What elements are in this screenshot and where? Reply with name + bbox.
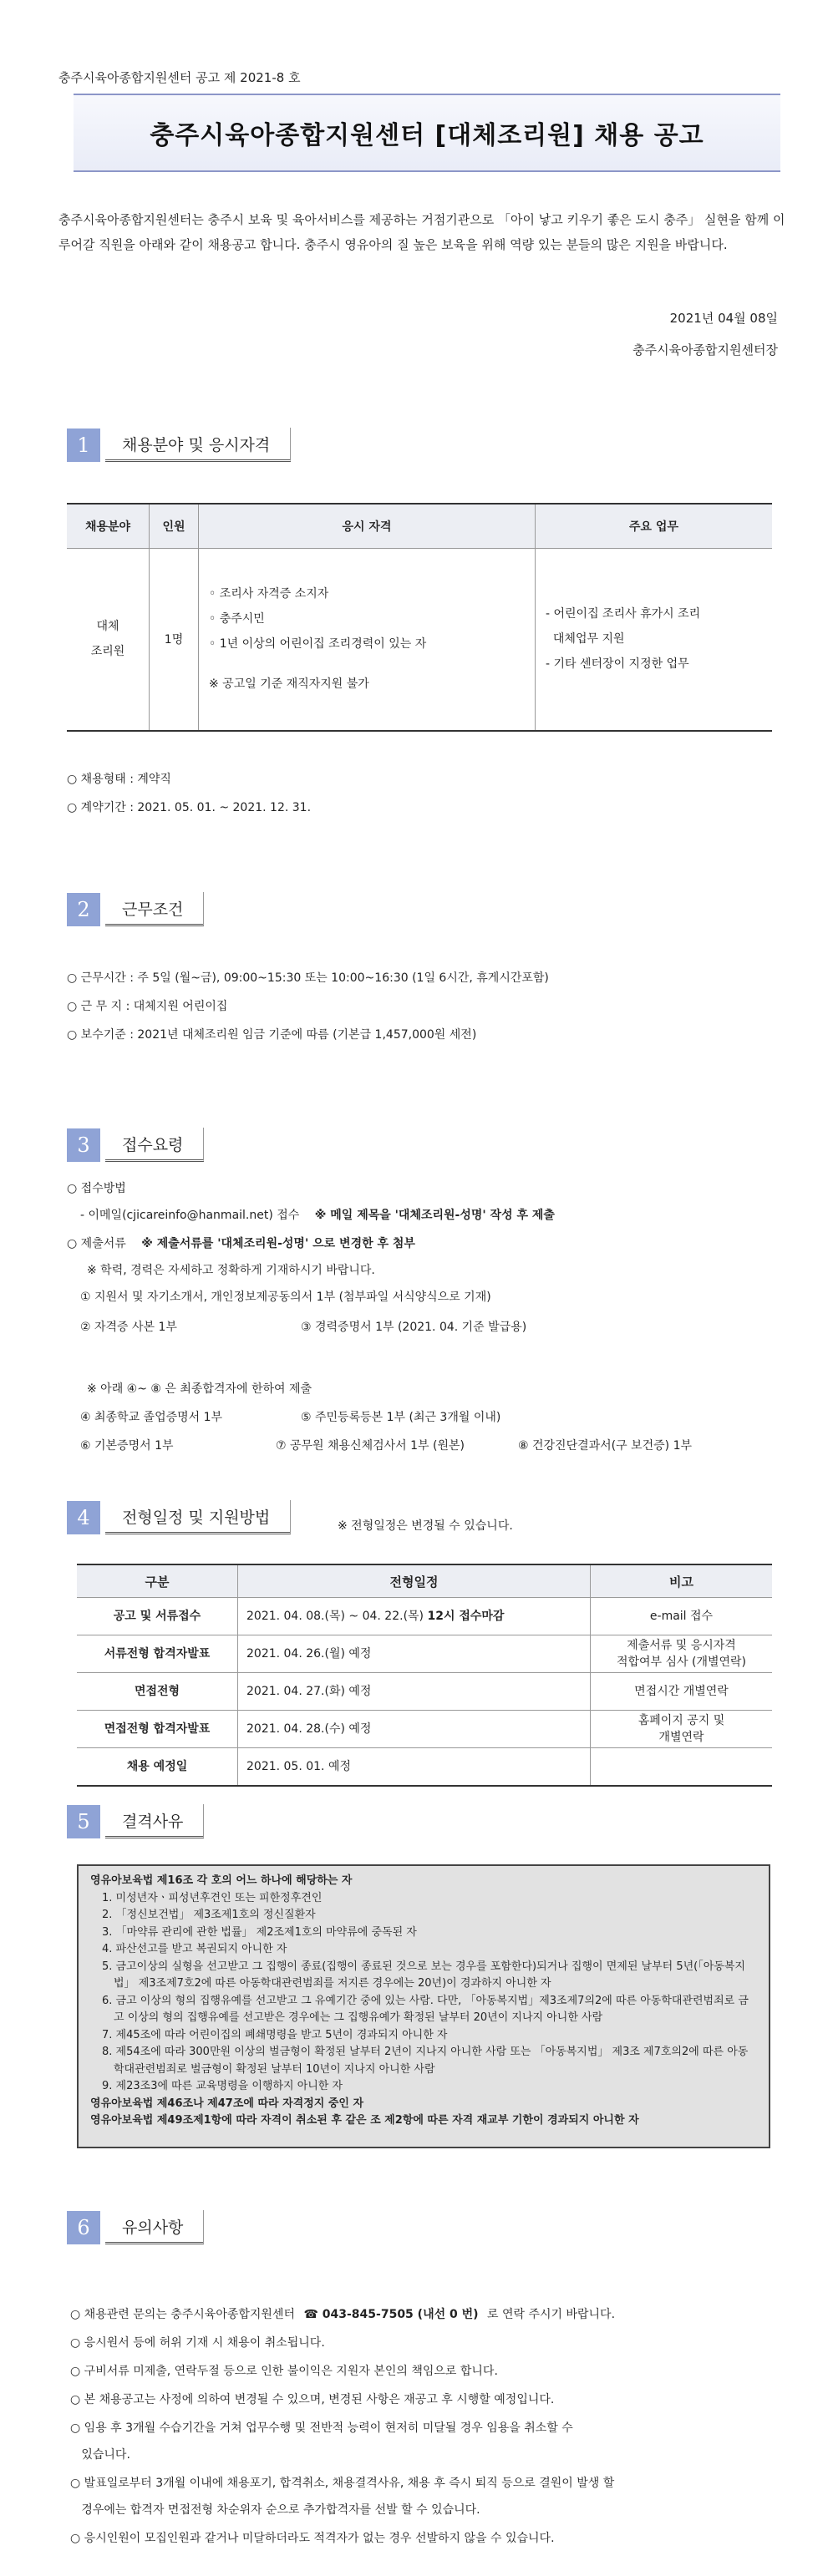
disq-heading: 영유아보육법 제46조나 제47조에 따라 자격정지 중인 자 (90, 2097, 364, 2110)
table-row: 면접전형 2021. 04. 27.(화) 예정 면접시간 개별연락 (77, 1673, 772, 1711)
title-banner (74, 94, 780, 172)
qualification-cell (199, 549, 536, 731)
phone-number: ☎ 043-845-7505 (내선 0 번) (303, 2308, 479, 2321)
work-place: ○ 근 무 지 : 대체지원 어린이집 (67, 1000, 228, 1013)
disq-item: 5. 금고이상의 실형을 선고받고 그 집행이 종료(집행이 종료된 것으로 보는 경우를 포함한다)되거나 집행이 면제된 날부터 5년(「아동복지법」 제3조제7호2에 따른 아동학대관련범죄를 저지른 경우에는 20년)이 경과하지 아니한 자 (102, 1960, 745, 1990)
doc-item: ⑧ 건강진단결과서(구 보건증) 1부 (518, 1439, 693, 1453)
qual-item: ◦ 조리사 자격증 소지자 (209, 587, 329, 601)
documents-note: ※ 학력, 경력은 자세하고 정확하게 기재하시기 바랍니다. (87, 1264, 375, 1277)
notice-date: 2021년 04월 08일 (669, 311, 778, 326)
section-header-5 (67, 1804, 204, 1838)
doc-item: ④ 최종학교 졸업증명서 1부 (80, 1411, 223, 1424)
disq-item: 4. 파산선고를 받고 복권되지 아니한 자 (102, 1943, 287, 1955)
qual-note: ※ 공고일 기준 재직자지원 불가 (209, 677, 369, 692)
count-cell: 1명 (150, 549, 199, 731)
table-row: 공고 및 서류접수 2021. 04. 08.(목) ~ 04. 22.(목) 12시 접수마감 e-mail 접수 (77, 1598, 772, 1635)
section-number: 1 (67, 428, 100, 462)
email-apply: - 이메일(cjicareinfo@hanmail.net) 접수 ※ 메일 제목을 '대체조리원-성명' 작성 후 제출 (80, 1209, 555, 1222)
duties-cell (536, 549, 773, 731)
disq-item: 6. 금고 이상의 형의 집행유예를 선고받고 그 유예기간 중에 있는 사람. 다만, 「아동복지법」제3조제7의2에 따른 아동학대관련범죄로 금고 이상의 형의 집행유예를 선고받은 경우에는 그 집행유예가 확정된 날부터 20년이 지나지 아니한 사람 (102, 1994, 749, 2024)
qual-item: ◦ 1년 이상의 어린이집 조리경력이 있는 자 (209, 637, 427, 652)
notice-item-cont: 있습니다. (70, 2448, 130, 2462)
intro-paragraph: 충주시육아종합지원센터는 충주시 보육 및 육아서비스를 제공하는 거점기관으로 「아이 낳고 키우기 좋은 도시 충주」 실현을 함께 이루어갈 직원을 아래와 같이 채용공고 합니다. 충주시 영유아의 질 높은 보육을 위해 역량 있는 분들의 많은 지원을 바랍니다. (58, 212, 785, 252)
notice-item: ○ 응시인원이 모집인원과 같거나 미달하더라도 적격자가 없는 경우 선발하지 않을 수 있습니다. (70, 2532, 555, 2545)
pay-standard: ○ 보수기준 : 2021년 대체조리원 임금 기준에 따름 (기본급 1,457,000원 세전) (67, 1028, 477, 1042)
doc-item: ① 지원서 및 자기소개서, 개인정보제공동의서 1부 (첨부파일 서식양식으로 기재) (80, 1291, 491, 1304)
qual-item: ◦ 충주시민 (209, 612, 265, 626)
section-title: 채용분야 및 응시자격 (105, 428, 291, 462)
section-title: 근무조건 (105, 892, 204, 926)
disq-item: 3. 「마약류 관리에 관한 법률」 제2조제1호의 마약류에 중독된 자 (102, 1925, 417, 1939)
schedule-table (77, 1564, 772, 1787)
table-row: 채용 예정일 2021. 05. 01. 예정 (77, 1748, 772, 1787)
disq-item: 8. 제54조에 따라 300만원 이상의 벌금형이 확정된 날부터 2년이 지나지 아니한 사람 또는 「아동복지법」 제3조 제7호의2에 따른 아동학대관련범죄로 벌금형이 확정된 날부터 10년이 지나지 아니한 사람 (102, 2046, 749, 2076)
notice-number: 충주시육아종합지원센터 공고 제 2021-8 호 (58, 70, 301, 85)
section-header-6 (67, 2210, 204, 2244)
col-header-remarks: 비고 (591, 1564, 773, 1598)
section-number: 5 (67, 1805, 100, 1838)
duty-item: - 기타 센터장이 지정한 업무 (546, 657, 689, 672)
section-title: 결격사유 (105, 1804, 204, 1838)
qualification-table (67, 503, 772, 732)
doc-item: ③ 경력증명서 1부 (2021. 04. 기준 발급용) (301, 1321, 527, 1334)
notice-item: ○ 응시원서 등에 허위 기재 시 채용이 취소됩니다. (70, 2336, 325, 2350)
section-number: 6 (67, 2211, 100, 2244)
section-header-3 (67, 1128, 204, 1162)
col-header-qualification: 응시 자격 (199, 504, 536, 549)
doc-item: ⑦ 공무원 채용신체검사서 1부 (원본) (276, 1439, 465, 1453)
col-header-count: 인원 (150, 504, 199, 549)
apply-method-heading: ○ 접수방법 (67, 1182, 126, 1195)
section-title: 유의사항 (105, 2210, 204, 2244)
notice-item: ○ 발표일로부터 3개월 이내에 채용포기, 합격취소, 채용결격사유, 채용 후 즉시 퇴직 등으로 결원이 발생 할 (70, 2477, 615, 2490)
work-hours: ○ 근무시간 : 주 5일 (월~금), 09:00~15:30 또는 10:00~16:30 (1일 6시간, 휴게시간포함) (67, 971, 549, 985)
section-header-4 (67, 1500, 291, 1534)
notice-item: ○ 임용 후 3개월 수습기간을 거쳐 업무수행 및 전반적 능력이 현저히 미달될 경우 임용을 취소할 수 (70, 2421, 573, 2435)
doc-item: ⑥ 기본증명서 1부 (80, 1439, 174, 1453)
employment-type: ○ 채용형태 : 계약직 (67, 773, 171, 786)
disq-heading: 영유아보육법 제16조 각 호의 어느 하나에 해당하는 자 (90, 1874, 353, 1887)
disq-item: 9. 제23조3에 따른 교육명령을 이행하지 아니한 자 (102, 2080, 343, 2092)
disq-heading: 영유아보육법 제49조제1항에 따라 자격이 취소된 후 같은 조 제2항에 따른 자격 재교부 기한이 경과되지 아니한 자 (90, 2114, 639, 2127)
section-header-2 (67, 892, 204, 926)
final-docs-note: ※ 아래 ④~ ⑧ 은 최종합격자에 한하여 제출 (87, 1382, 312, 1396)
section-header-1 (67, 428, 291, 462)
col-header-category: 구분 (77, 1564, 238, 1598)
section-title: 접수요령 (105, 1128, 204, 1162)
notice-contact: ○ 채용관련 문의는 충주시육아종합지원센터 ☎ 043-845-7505 (내선 0 번) 로 연락 주시기 바랍니다. (70, 2308, 616, 2321)
section-number: 2 (67, 893, 100, 926)
contract-period: ○ 계약기간 : 2021. 05. 01. ~ 2021. 12. 31. (67, 801, 312, 814)
doc-item: ② 자격증 사본 1부 (80, 1321, 177, 1334)
table-row: 서류전형 합격자발표 2021. 04. 26.(월) 예정 제출서류 및 응시자격 적합여부 심사 (개별연락) (77, 1635, 772, 1673)
col-header-schedule: 전형일정 (238, 1564, 591, 1598)
duty-item: - 어린이집 조리사 휴가시 조리 (546, 607, 701, 621)
section-title: 전형일정 및 지원방법 (105, 1500, 291, 1534)
disqualification-box (77, 1864, 770, 2148)
disq-item: 2. 「정신보건법」 제3조제1호의 정신질환자 (102, 1909, 316, 1921)
notice-item: ○ 본 채용공고는 사정에 의하여 변경될 수 있으며, 변경된 사항은 재공고 후 시행할 예정입니다. (70, 2393, 555, 2406)
doc-item: ⑤ 주민등록등본 1부 (최근 3개월 이내) (301, 1411, 501, 1424)
table-row: 면접전형 합격자발표 2021. 04. 28.(수) 예정 홈페이지 공지 및 개별연락 (77, 1711, 772, 1748)
col-header-duties: 주요 업무 (536, 504, 773, 549)
col-header-field: 채용분야 (67, 504, 150, 549)
section-number: 4 (67, 1501, 100, 1534)
disq-item: 7. 제45조에 따라 어린이집의 폐쇄명령을 받고 5년이 경과되지 아니한 자 (102, 2028, 448, 2041)
notice-item-cont: 경우에는 합격자 면접전형 차순위자 순으로 추가합격자를 선발 할 수 있습니다. (70, 2503, 480, 2517)
notice-item: ○ 구비서류 미제출, 연락두절 등으로 인한 불이익은 지원자 본인의 책임으로 합니다. (70, 2365, 498, 2378)
issuer-name: 충주시육아종합지원센터장 (632, 342, 778, 357)
page-title: 충주시육아종합지원센터 [대체조리원] 채용 공고 (150, 121, 704, 150)
schedule-note: ※ 전형일정은 변경될 수 있습니다. (338, 1519, 513, 1533)
disq-item: 1. 미성년자ㆍ피성년후견인 또는 피한정후견인 (102, 1891, 323, 1904)
field-cell: 대체 조리원 (67, 549, 150, 731)
documents-heading: ○ 제출서류 ※ 제출서류를 '대체조리원-성명' 으로 변경한 후 첨부 (67, 1237, 415, 1250)
duty-item: 대체업무 지원 (546, 632, 625, 647)
section-number: 3 (67, 1128, 100, 1162)
